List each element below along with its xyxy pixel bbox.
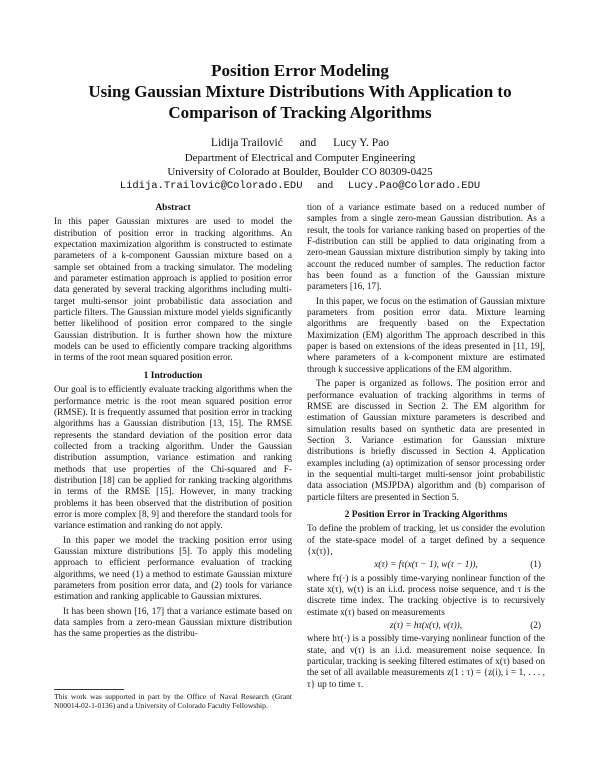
footnote: This work was supported in part by the Office of Naval Research (Grant N00014-02-1-0136) and a University of Colorado Faculty Fellowship. <box>54 692 292 711</box>
intro-paragraph-5: The paper is organized as follows. The position error and performance evaluation of tracking algorithms in terms of RMSE are discussed in Section 2. The EM algorithm for estimation of Gaussian mixture parameters is described and simulation results based on synthetic data are presented in Section 3. Variance estimation for Gaussian mixture distributions is briefly discussed in Section 4. Application examples including (a) optimization of sensor processing order in the sequential multi-target multi-sensor joint probabilistic data association (MSJPDA) algorithm and (b) comparison of particle filters are presented in Section 5. <box>307 379 545 503</box>
equation-2 <box>307 621 545 632</box>
section-2-heading: 2 Position Error in Tracking Algorithms <box>344 509 508 520</box>
equation-2-body: z(τ) = hτ(x(τ), v(τ)), <box>389 621 463 632</box>
university: University of Colorado at Boulder, Boulder CO 80309-0425 <box>167 165 433 178</box>
intro-paragraph-4: In this paper, we focus on the estimation of Gaussian mixture parameters from position error data. Mixture learning algorithms are frequently based on the Expectation Maximization (EM) algorithm The approach described in this paper is based on extensions of the ideas presented in [11, 19], where parameters of a k-component mixture are estimated through k successive applications of the EM algorithm. <box>307 296 545 375</box>
email-2[interactable]: Lucy.Pao@Colorado.EDU <box>347 180 481 192</box>
intro-heading: 1 Introduction <box>143 370 203 381</box>
section-2-paragraph-3: where hτ(·) is a possibly time-varying nonlinear function of the state, and v(τ) is an i.i.d. measurement noise sequence. In particular, tracking is seeking filtered estimates of x(τ) based on the set of all available measurements z(1 : τ) = {z(i), i = 1, . . . , τ} up to time τ. <box>307 634 545 690</box>
footnote-rule <box>54 689 124 690</box>
author-2: Lucy Y. Pao <box>333 137 390 149</box>
abstract-heading: Abstract <box>155 203 191 213</box>
abstract-text: In this paper Gaussian mixtures are used to model the distribution of position error in tracking algorithms. An expectation maximization algorithm is constructed to estimate parameters of a k-component Gaussian mixture based on a sample set obtained from a tracking simulator. The modeling and parameter estimation approach is applied to position error data generated by several tracking algorithms including multi-target multi-sensor joint probabilistic data association and particle filters. The Gaussian mixture model yields significantly better likelihood of position error compared to the single Gaussian distribution. It is further shown how the mixture models can be used to efficiently compare tracking algorithms in terms of the root mean squared position error. <box>54 217 292 364</box>
left-column <box>54 203 292 641</box>
intro-paragraph-3b: tion of a variance estimate based on a reduced number of samples from a single zero-mean Gaussian distribution. As a result, the tools for variance ranking based on properties of the F-distribution can still be applied to data originating from a zero-mean Gaussian mixture distribution simply by taking into account the reduced number of samples. The reduction factor has been found as a function of the Gaussian mixture parameters [16, 17]. <box>307 203 545 293</box>
author-list <box>0 137 600 149</box>
equation-1 <box>307 560 545 571</box>
intro-paragraph-3a: It has been shown [16, 17] that a variance estimate based on data samples from a zero-mean Gaussian mixture distribution has the same properties as the distribu- <box>54 606 292 640</box>
author-conjunction: and <box>299 137 317 149</box>
emails <box>0 179 600 194</box>
equation-1-body: x(τ) = fτ(x(τ − 1), w(τ − 1)), <box>374 560 478 571</box>
affiliation <box>0 152 600 194</box>
title-line-3: Comparison of Tracking Algorithms <box>168 103 432 122</box>
right-column <box>307 203 545 691</box>
paper-title <box>0 60 600 123</box>
department: Department of Electrical and Computer Engineering <box>184 152 416 164</box>
author-1: Lidija Trailović <box>210 137 283 149</box>
intro-paragraph-1: Our goal is to efficiently evaluate tracking algorithms when the performance metric is the root mean squared position error (RMSE). It is frequently assumed that position error in tracking algorithms has a Gaussian distribution [13, 15]. The RMSE represents the standard deviation of the position error data collected from a tracking algorithm. Under the Gaussian distribution assumption, variance estimation and ranking methods that use properties of the Chi-squared and F-distribution [18] can be applied for ranking tracking algorithms in terms of the RMSE [15]. However, in many tracking problems it has been observed that the distribution of position error is more complex [8, 9] and therefore the standard tools for variance estimation and ranking do not apply. <box>54 385 292 532</box>
email-1[interactable]: Lidija.Trailovic@Colorado.EDU <box>119 180 303 192</box>
email-conjunction: and <box>317 179 334 191</box>
intro-paragraph-2: In this paper we model the tracking position error using Gaussian mixture distributions [5]. To apply this modeling approach to efficient performance evaluation of tracking algorithms, we need (1) a method to estimate Gaussian mixture parameters from position error data, and (2) tools for variance estimation and ranking applicable to Gaussian mixtures. <box>54 535 292 603</box>
title-line-2: Using Gaussian Mixture Distributions With Application to <box>88 82 512 101</box>
section-2-paragraph-1: To define the problem of tracking, let us consider the evolution of the state-space model of a target defined by a sequence {x(τ)}, <box>307 524 545 557</box>
equation-1-number: (1) <box>530 560 541 571</box>
section-2-paragraph-2: where fτ(·) is a possibly time-varying nonlinear function of the state x(τ), w(τ) is an i.i.d. process noise sequence, and τ is the discrete time index. The tracking objective is to recursively estimate x(τ) based on measurements <box>307 573 545 618</box>
equation-2-number: (2) <box>530 621 541 632</box>
title-line-1: Position Error Modeling <box>211 61 389 80</box>
